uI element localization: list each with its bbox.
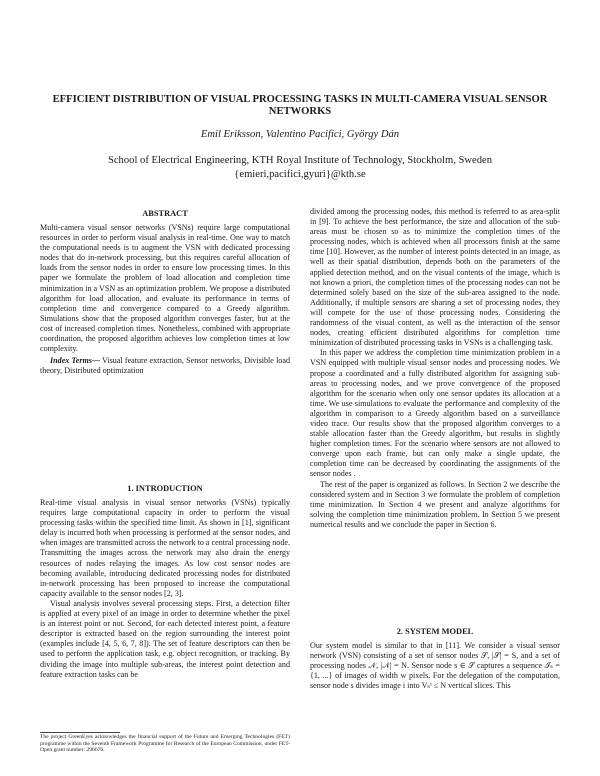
intro-paragraph-3: divided among the processing nodes, this method is referred to as area-split in [9]. To achieve the best performance, the size and allocation of the sub-areas must be chosen so as to minimize the completion times of the processing nodes, which is achieved when all processors finish at the same time [10]. However, as the number of interest points detected in an image, as well as their spatial distribution, depends both on the parameters of the applied detection method, and on the visual contents of the image, which is not known a priori, the completion times of the processing nodes can not be determined solely based on the size of the sub-area assigned to the node. Additionally, if multiple sensors are sharing a set of processing nodes, they will compete for the use of those processing nodes. Considering the randomness of the visual content, as well as the interaction of the sensor nodes, creating efficient distributed algorithms for completion time minimization of distributed processing tasks in VSNs is a challenging task. [310,207,560,348]
index-terms-text: Visual feature extraction, Sensor networks, Divisible load theory, Distributed optimization [40,356,290,376]
system-model-heading: 2. SYSTEM MODEL [396,627,474,636]
intro-continued-body [310,207,560,530]
abstract-body [40,223,290,376]
index-terms [40,356,290,376]
intro-paragraph-1: Real-time visual analysis in visual sensor networks (VSNs) typically requires large computational capacity in order to perform the visual processing tasks within the specified time limit. As shown in [1], significant delay is incurred both when processing is performed at the sensor nodes, and when images are transmitted across the network to a central processing node. Transmitting the images across the network may also drain the energy resources of nodes relaying the images. As low cost sensor nodes are becoming available, introducing dedicated processing nodes for distributed in-network processing has been proposed to increase the computational capacity available to the sensor nodes [2, 3]. [40,498,290,598]
paper-title: EFFICIENT DISTRIBUTION OF VISUAL PROCESSING TASKS IN MULTI-CAMERA VISUAL SENSOR NETWORKS [52,94,548,117]
intro-paragraph-4: In this paper we address the completion time minimization problem in a VSN equipped with multiple visual sensor nodes and processing nodes. We propose a coordinated and a fully distributed algorithm for assigning sub-areas to processing nodes, and we prove convergence of the proposed algorithm for the scenario when only one sensor updates its allocation at a time. We use simulations to evaluate the performance and complexity of the algorithm in comparison to a Greedy algorithm based on a surveillance video trace. Our results show that the proposed algorithm converges to a stable allocation faster than the Greedy algorithm, but results in slightly higher completion times. For the scenario where sensors are not allowed to converge upon each frame, but can only make a single update, the completion time can be decreased by coordinating the assignments of the sensor nodes . [310,348,560,479]
abstract-heading: ABSTRACT [142,209,188,218]
footnote-rule [40,732,120,733]
affiliation-line: School of Electrical Engineering, KTH Royal Institute of Technology, Stockholm, Sweden [107,155,493,166]
system-model-body [310,641,560,691]
introduction-heading: 1. INTRODUCTION [127,484,203,493]
introduction-body [40,498,290,680]
intro-paragraph-2: Visual analysis involves several processing steps. First, a detection filter is applied at every pixel of an image in order to determine whether the pixel is an interest point or not. Second, for each detected interest point, a feature descriptor is extracted based on the region surrounding the interest point (examples include [4, 5, 6, 7, 8]). The set of feature descriptors can then be used to perform the application task, e.g. object recognition, or tracking. By dividing the image into multiple sub-areas, the interest point detection and feature extraction tasks can be [40,598,290,679]
author-emails: {emieri,pacifici,gyuri}@kth.se [234,169,366,180]
index-terms-label: Index Terms— [50,356,101,366]
paper-affiliation [40,154,560,182]
system-model-paragraph: Our system model is similar to that in [11]. We consider a visual sensor network (VSN) consisting of a set of sensor nodes 𝒮, |𝒮| = S, and a set of processing nodes 𝒩, |𝒩| = N. Sensor node s ∈ 𝒮 captures a sequence ℐₛ = {1, ...} of images of width w pixels. For the delegation of the computation, sensor node s divides image i into Vₛⁱ ≤ N vertical slices. This [310,641,560,691]
paper-authors: Emil Eriksson, Valentino Pacifici, György Dán [200,129,400,140]
intro-paragraph-5: The rest of the paper is organized as follows. In Section 2 we describe the considered system and in Section 3 we formulate the problem of completion time minimization. In Section 4 we present and analyze algorithms for solving the completion time minimization problem. In Section 5 we present numerical results and we conclude the paper in Section 6. [310,479,560,529]
footnote: The project GreenEyes acknowledges the financial support of the Future and Emerging Technologies (FET) programme within the Seventh Framework Programme for Research of the European Commission, under FET-Open grant number: 296676. [40,734,290,754]
abstract-text: Multi-camera visual sensor networks (VSNs) require large computational resources in order to perform visual analysis in real-time. One way to match the computational needs is to augment the VSN with dedicated processing nodes that do in-network processing, but this requires careful allocation of loads from the sensor nodes in order to ensure low processing times. In this paper we formulate the problem of load allocation and completion time minimization in a VSN as an optimization problem. We propose a distributed algorithm for load allocation, and evaluate its performance in terms of completion time and convergence compared to a Greedy algorithm. Simulations show that the proposed algorithm converges faster, but at the cost of increased completion times. Nonetheless, combined with appropriate coordination, the proposed algorithm achieves low completion times at low complexity. [40,223,290,354]
